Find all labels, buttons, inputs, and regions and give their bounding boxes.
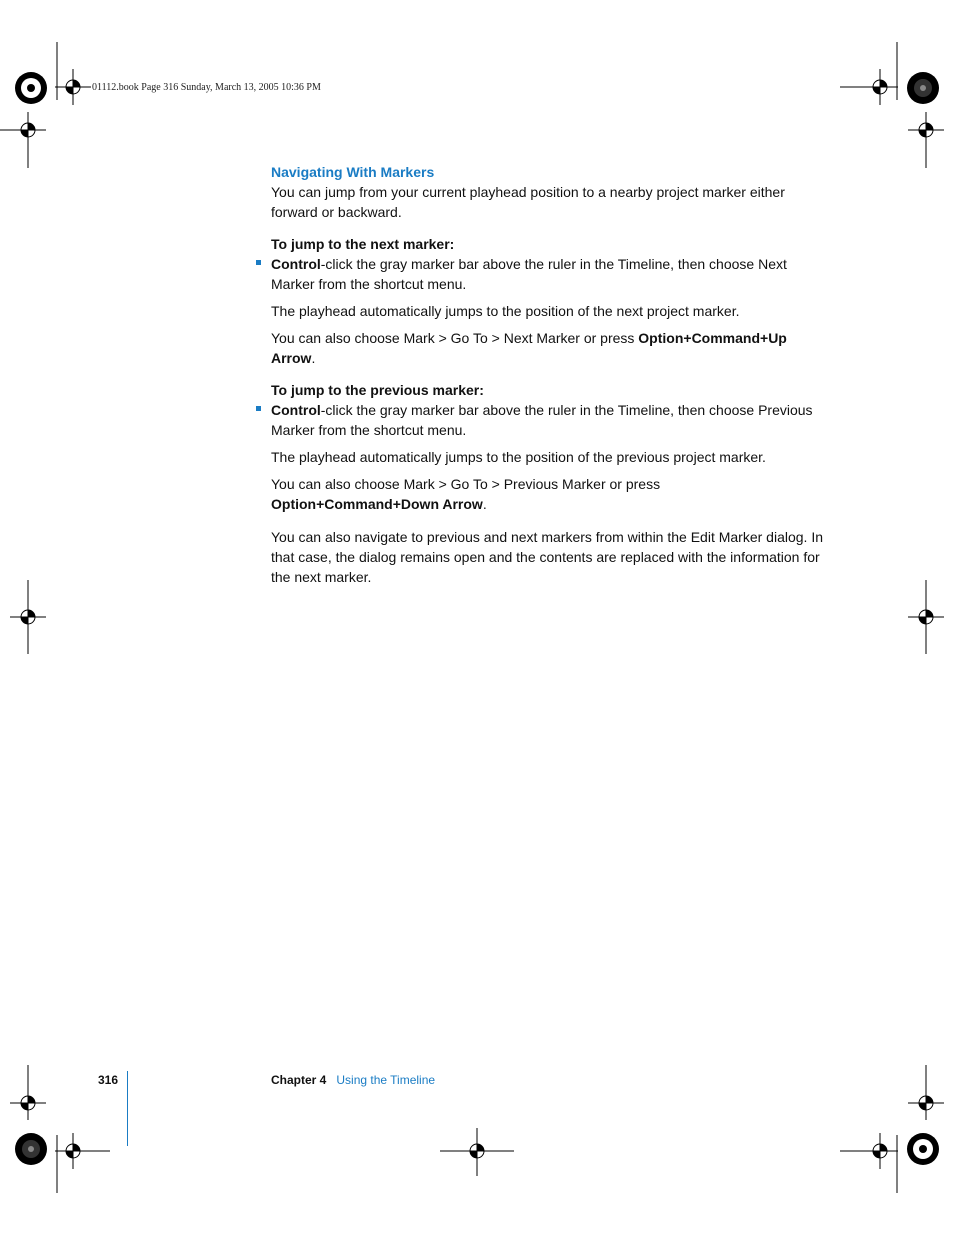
task-heading-previous: To jump to the previous marker: [271, 382, 484, 398]
bullet-next [271, 254, 831, 294]
bullet-key: Control [271, 256, 321, 272]
page-content [271, 162, 831, 587]
shortcut-keys: Option+Command+Down Arrow [271, 496, 483, 512]
bullet-text: -click the gray marker bar above the ruler in the Timeline, then choose Previous Marker from the shortcut menu. [271, 402, 813, 438]
alt-previous [271, 474, 831, 514]
closing-paragraph: You can also navigate to previous and next markers from within the Edit Marker dialog. In that case, the dialog remains open and the contents are replaced with the information for the next marker. [271, 529, 823, 585]
bullet-square-icon [256, 406, 261, 411]
bullet-previous [271, 400, 831, 440]
section-heading: Navigating With Markers [271, 164, 435, 180]
shortcut-keys: Option+Command+Up Arrow [271, 330, 787, 366]
section-intro: You can jump from your current playhead position to a nearby project marker either forward or backward. [271, 184, 785, 220]
alt-prefix: You can also choose Mark > Go To > Next Marker or press [271, 330, 639, 346]
result-previous: The playhead automatically jumps to the position of the previous project marker. [271, 449, 766, 465]
footer-chapter [271, 1072, 435, 1088]
result-next: The playhead automatically jumps to the position of the next project marker. [271, 303, 740, 319]
alt-suffix: . [311, 350, 316, 366]
chapter-label: Chapter 4 [271, 1073, 327, 1087]
alt-suffix: . [482, 496, 487, 512]
bullet-key: Control [271, 402, 321, 418]
chapter-title: Using the Timeline [336, 1073, 436, 1087]
alt-next [271, 328, 831, 368]
task-heading-next: To jump to the next marker: [271, 236, 455, 252]
alt-prefix: You can also choose Mark > Go To > Previous Marker or press [271, 476, 661, 492]
bullet-square-icon [256, 260, 261, 265]
bullet-text: -click the gray marker bar above the ruler in the Timeline, then choose Next Marker from the shortcut menu. [271, 256, 787, 292]
footer-rule [127, 1071, 128, 1146]
page-number: 316 [98, 1073, 119, 1087]
slug-line: 01112.book Page 316 Sunday, March 13, 2005 10:36 PM [92, 82, 321, 93]
